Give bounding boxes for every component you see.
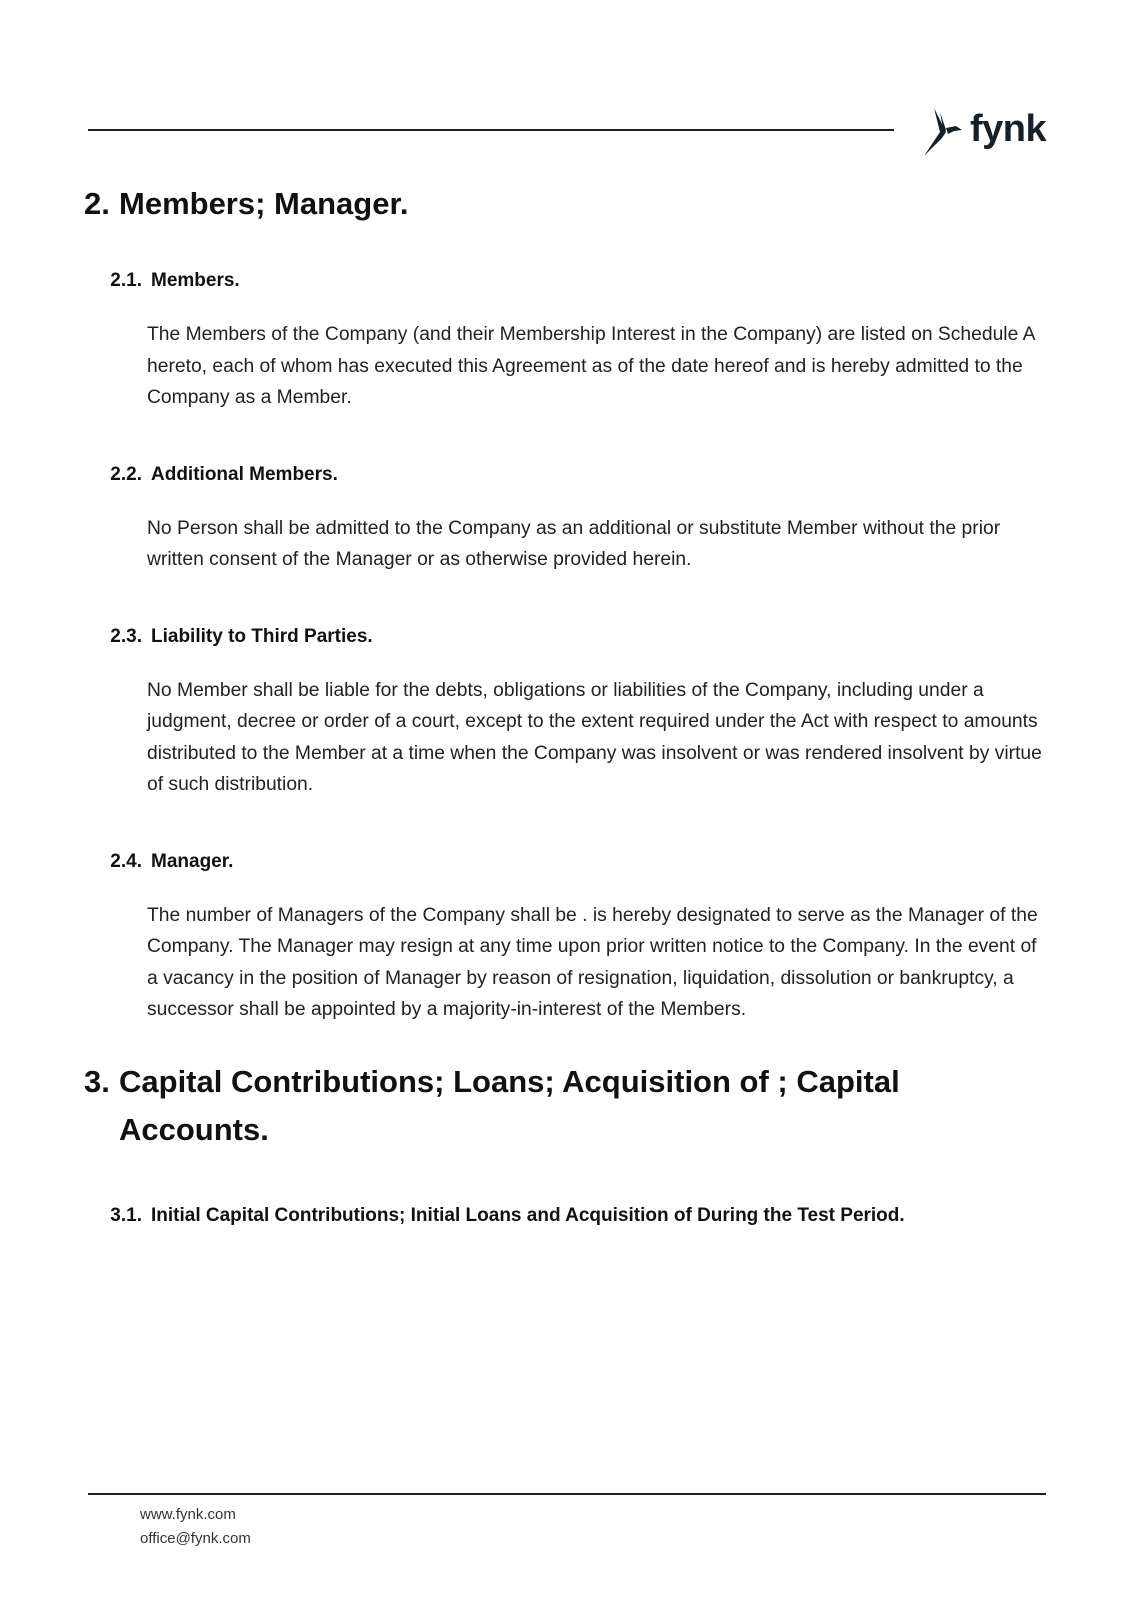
logo-text: fynk: [970, 107, 1047, 150]
subsection-2-2-text: No Person shall be admitted to the Company as an additional or substitute Member without the prior written consent of the Manager or as otherwise provided herein.: [147, 517, 1001, 570]
footer-website-link[interactable]: www.fynk.com: [140, 1506, 236, 1523]
footer-email-link[interactable]: office@fynk.com: [140, 1530, 251, 1547]
footer: [140, 1503, 251, 1551]
section-2-heading: [84, 180, 1044, 228]
subsection-2-1-heading: [84, 267, 1044, 295]
section-title: Capital Contributions; Loans; Acquisition of ; Capital Accounts.: [119, 1063, 900, 1147]
subsection-title: Additional Members.: [151, 463, 338, 485]
section-title: Members; Manager.: [119, 186, 409, 221]
section-3-heading: [84, 1058, 944, 1154]
header-divider: [88, 129, 894, 131]
subsection-2-3-heading: [84, 623, 1044, 651]
subsection-title: Members.: [151, 270, 240, 291]
subsection-2-4-text: The number of Managers of the Company shall be . is hereby designated to serve as the Manager of the Company. The Manager may resign at any time upon prior written notice to the Company. In the event of a vacancy in the position of Manager by reason of resignation, liquidation, dissolution or bankruptcy, a successor shall be appointed by a majority-in-interest of the Members.: [147, 904, 1038, 1020]
subsection-number: 2.2.: [110, 463, 142, 485]
subsection-2-3-text: No Member shall be liable for the debts, obligations or liabilities of the Company, including under a judgment, decree or order of a court, except to the extent required under the Act with respect to amounts distributed to the Member at a time when the Company was insolvent or was rendered insolvent by virtue of such distribution.: [147, 679, 1042, 795]
subsection-3-1-heading: [84, 1202, 1044, 1230]
subsection-number: 2.3.: [110, 625, 142, 647]
subsection-title: Initial Capital Contributions; Initial Loans and Acquisition of During the Test Period.: [151, 1204, 905, 1226]
footer-divider: [88, 1493, 1046, 1495]
subsection-title: Manager.: [151, 850, 234, 872]
section-number: 2.: [84, 186, 110, 221]
subsection-number: 2.1.: [110, 270, 142, 291]
subsection-2-4-heading: [84, 848, 1044, 876]
subsection-number: 2.4.: [110, 850, 142, 872]
subsection-number: 3.1.: [110, 1204, 142, 1226]
subsection-2-2-heading: [84, 461, 1044, 489]
subsection-title: Liability to Third Parties.: [151, 625, 373, 647]
fynk-bird-icon: [920, 102, 966, 160]
subsection-2-1-text: The Members of the Company (and their Membership Interest in the Company) are listed on Schedule A hereto, each of whom has executed this Agreement as of the date hereof and is hereby admitted to the Company as a Member.: [147, 324, 1035, 408]
fynk-logo: [920, 100, 1060, 162]
document-body: [84, 180, 1044, 1230]
section-number: 3.: [84, 1063, 110, 1099]
